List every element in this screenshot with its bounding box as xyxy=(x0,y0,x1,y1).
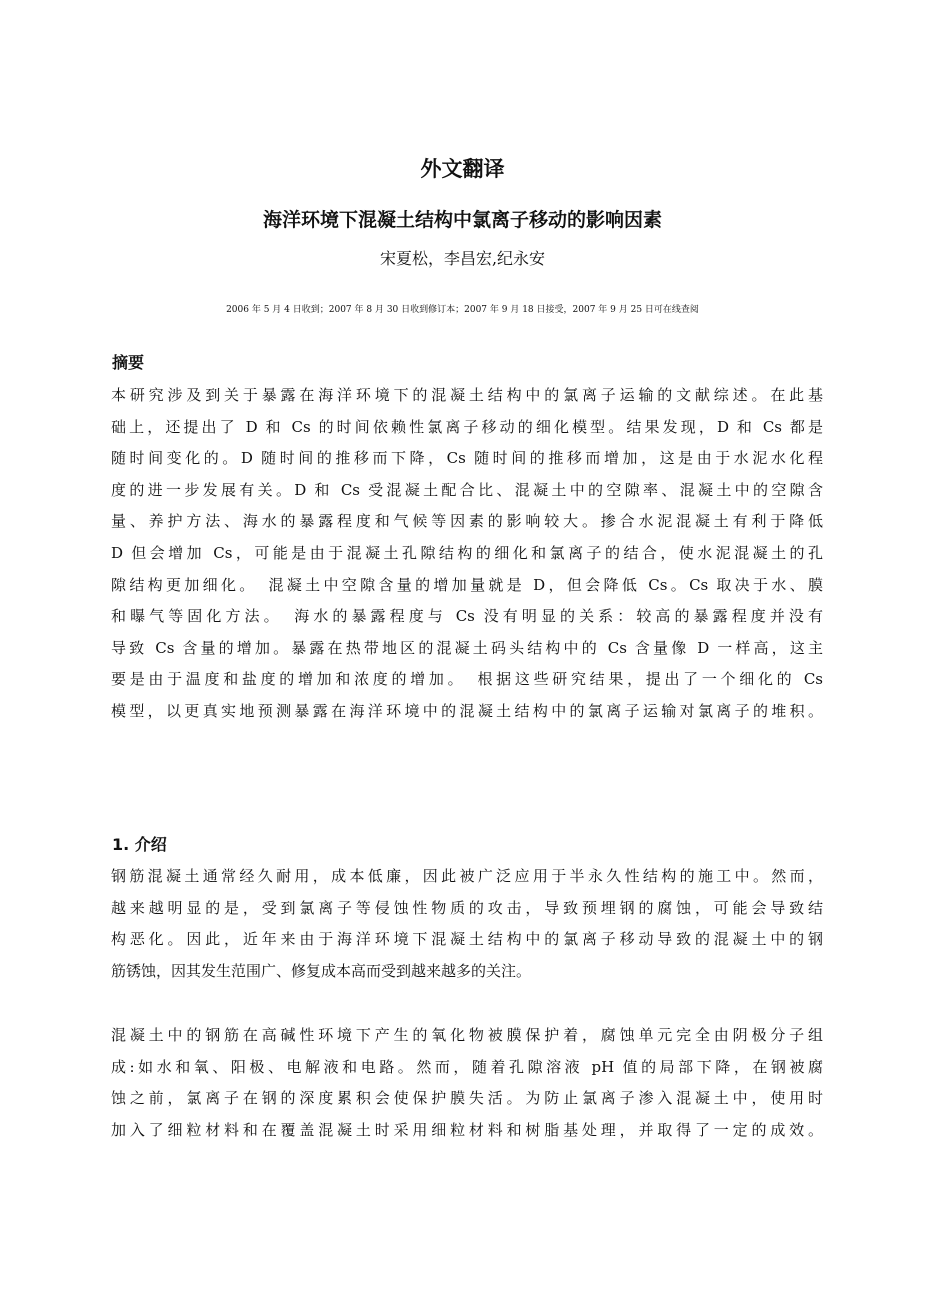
abstract-line: 础上，还提出了 D 和 Cs 的时间依赖性氯离子移动的细化模型。结果发现，D 和 Cs 都是 xyxy=(111,417,823,436)
abstract-paragraph xyxy=(111,380,823,728)
introduction-paragraph-1 xyxy=(111,861,823,987)
intro-line: 筋锈蚀，因其发生范围广、修复成本高而受到越来越多的关注。 xyxy=(111,961,532,980)
intro-line: 越来越明显的是，受到氯离子等侵蚀性物质的攻击，导致预埋钢的腐蚀，可能会导致结 xyxy=(111,898,823,917)
paper-title: 海洋环境下混凝土结构中氯离子移动的影响因素 xyxy=(262,209,662,231)
introduction-paragraph-2 xyxy=(111,1020,823,1146)
abstract-line: 随时间变化的。D 随时间的推移而下降，Cs 随时间的推移而增加，这是由于水泥水化程 xyxy=(111,449,823,468)
abstract-line: 导致 Cs 含量的增加。暴露在热带地区的混凝土码头结构中的 Cs 含量像 D 一样高，这主 xyxy=(111,638,823,657)
document-title: 外文翻译 xyxy=(420,157,505,181)
abstract-line: 和曝气等固化方法。 海水的暴露程度与 Cs 没有明显的关系：较高的暴露程度并没有 xyxy=(111,607,823,626)
abstract-line: 度的进一步发展有关。D 和 Cs 受混凝土配合比、混凝土中的空隙率、混凝土中的空隙含 xyxy=(111,480,823,499)
intro-line: 蚀之前，氯离子在钢的深度累积会使保护膜失活。为防止氯离子渗入混凝土中，使用时 xyxy=(111,1089,823,1108)
abstract-line: 要是由于温度和盐度的增加和浓度的增加。 根据这些研究结果，提出了一个细化的 Cs xyxy=(111,670,823,689)
publication-dates: 2006 年 5 月 4 日收到；2007 年 8 月 30 日收到修订本；2007 年 9 月 18 日接受，2007 年 9 月 25 日可在线查阅 xyxy=(226,305,699,315)
intro-line: 构恶化。因此，近年来由于海洋环境下混凝土结构中的氯离子移动导致的混凝土中的钢 xyxy=(111,930,823,949)
abstract-heading: 摘要 xyxy=(112,353,145,372)
intro-line: 钢筋混凝土通常经久耐用，成本低廉，因此被广泛应用于半永久性结构的施工中。然而， xyxy=(111,867,823,885)
abstract-line: D 但会增加 Cs，可能是由于混凝土孔隙结构的细化和氯离子的结合，使水泥混凝土的孔 xyxy=(111,543,823,562)
intro-line: 成:如水和氧、阳极、电解液和电路。然而，随着孔隙溶液 pH 值的局部下降，在钢被腐 xyxy=(111,1057,823,1076)
abstract-line: 本研究涉及到关于暴露在海洋环境下的混凝土结构中的氯离子运输的文献综述。在此基 xyxy=(111,386,823,404)
abstract-line: 模型，以更真实地预测暴露在海洋环境中的混凝土结构中的氯离子运输对氯离子的堆积。 xyxy=(111,701,823,720)
abstract-line: 隙结构更加细化。 混凝土中空隙含量的增加量就是 D，但会降低 Cs。Cs 取决于水、膜 xyxy=(111,575,823,594)
abstract-line: 量、养护方法、海水的暴露程度和气候等因素的影响较大。掺合水泥混凝土有利于降低 xyxy=(111,512,823,531)
introduction-heading: 1. 介绍 xyxy=(112,835,167,854)
intro-line: 加入了细粒材料和在覆盖混凝土时采用细粒材料和树脂基处理，并取得了一定的成效。 xyxy=(111,1120,823,1139)
authors: 宋夏松，李昌宏,纪永安 xyxy=(379,249,546,268)
intro-line: 混凝土中的钢筋在高碱性环境下产生的氧化物被膜保护着，腐蚀单元完全由阴极分子组 xyxy=(111,1026,823,1044)
